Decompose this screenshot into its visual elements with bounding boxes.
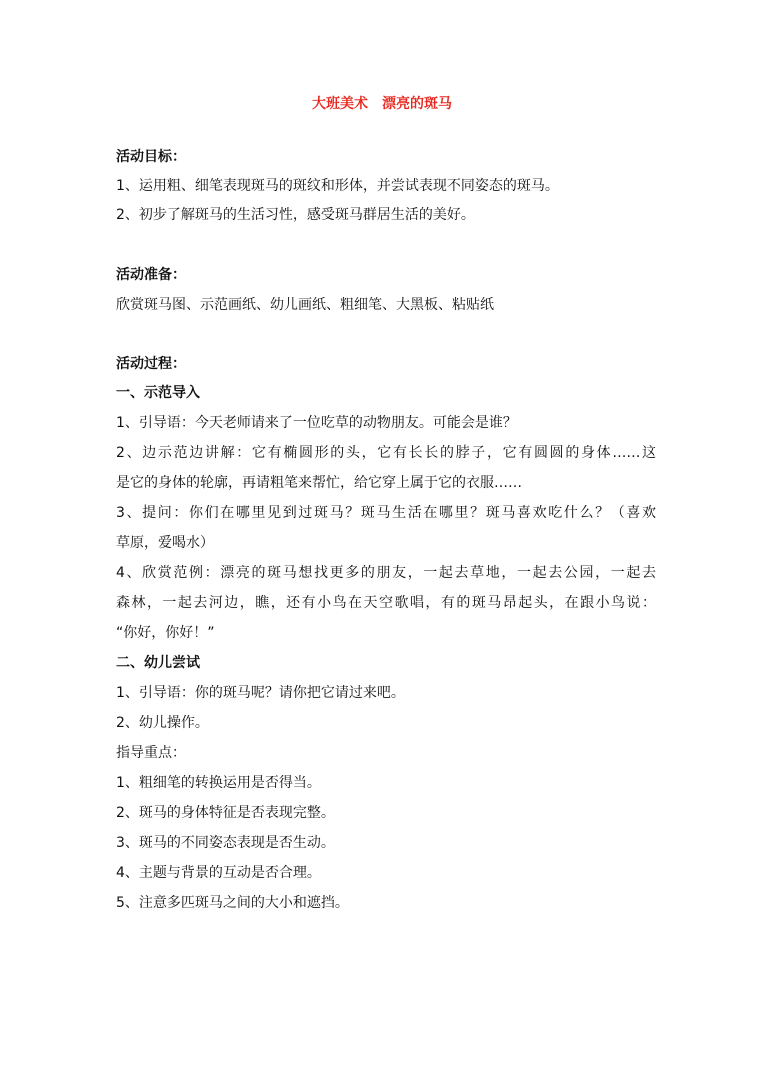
part1-line-4: 3、提问：你们在哪里见到过斑马？斑马生活在哪里？斑马喜欢吃什么？（喜欢 (116, 505, 656, 521)
part1-line-8: “你好，你好！” (116, 625, 215, 641)
part1-heading: 一、示范导入 (116, 385, 200, 401)
part2-line-2: 2、幼儿操作。 (116, 715, 209, 731)
part2-line-6: 3、斑马的不同姿态表现是否生动。 (116, 835, 335, 851)
part1-line-3: 是它的身体的轮廓，再请粗笔来帮忙，给它穿上属于它的衣服…… (116, 475, 522, 491)
process-heading: 活动过程： (116, 356, 186, 372)
part2-line-1: 1、引导语：你的斑马呢？请你把它请过来吧。 (116, 685, 405, 701)
part2-line-4: 1、粗细笔的转换运用是否得当。 (116, 775, 321, 791)
part2-line-5: 2、斑马的身体特征是否表现完整。 (116, 805, 335, 821)
goal-item-2: 2、初步了解斑马的生活习性，感受斑马群居生活的美好。 (116, 207, 475, 223)
part1-line-1: 1、引导语：今天老师请来了一位吃草的动物朋友。可能会是谁？ (116, 415, 517, 431)
goal-item-1: 1、运用粗、细笔表现斑马的斑纹和形体，并尝试表现不同姿态的斑马。 (116, 178, 559, 194)
goal-heading: 活动目标： (116, 149, 186, 165)
part2-line-3: 指导重点： (116, 745, 186, 761)
document-title: 大班美术 漂亮的斑马 (312, 96, 452, 112)
part1-line-6: 4、欣赏范例：漂亮的斑马想找更多的朋友，一起去草地，一起去公园，一起去 (116, 565, 656, 581)
part2-line-7: 4、主题与背景的互动是否合理。 (116, 865, 321, 881)
part2-line-8: 5、注意多匹斑马之间的大小和遮挡。 (116, 895, 349, 911)
prep-text: 欣赏斑马图、示范画纸、幼儿画纸、粗细笔、大黑板、粘贴纸 (116, 297, 494, 313)
part1-line-7: 森林，一起去河边，瞧，还有小鸟在天空歌唱，有的斑马昂起头，在跟小鸟说： (116, 595, 656, 611)
part1-line-2: 2、边示范边讲解：它有椭圆形的头，它有长长的脖子，它有圆圆的身体……这 (116, 445, 656, 461)
prep-heading: 活动准备： (116, 267, 186, 283)
part1-line-5: 草原，爱喝水） (116, 535, 214, 551)
part2-heading: 二、幼儿尝试 (116, 655, 200, 671)
